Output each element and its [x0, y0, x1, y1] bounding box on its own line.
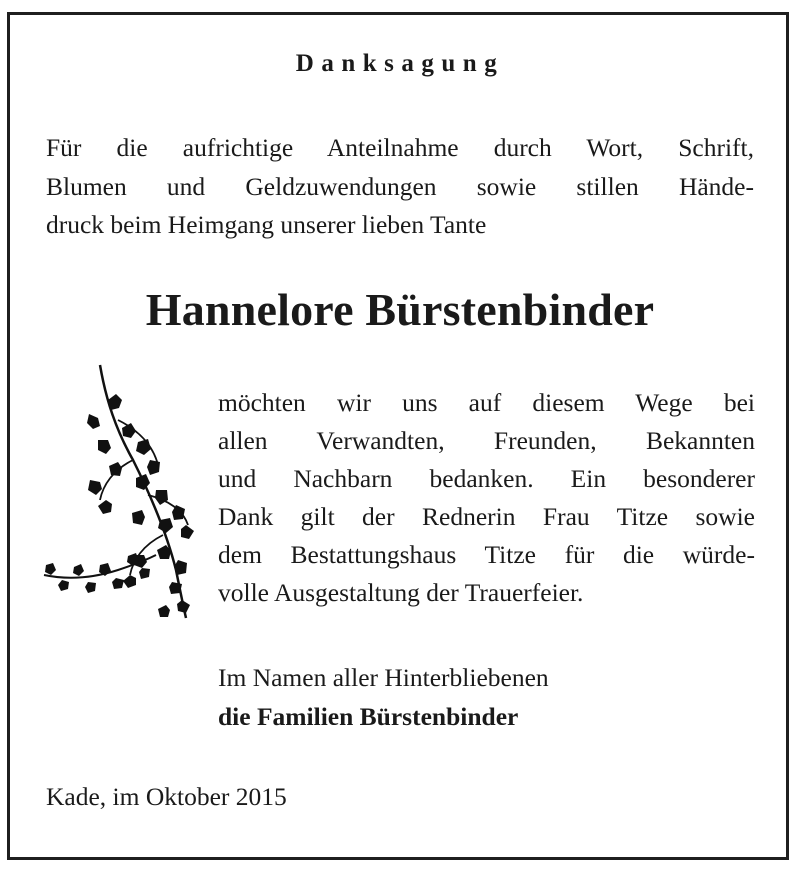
intro-line-2: Blumen und Geldzuwendungen sowie stillen Hände-: [46, 172, 754, 201]
body-line-2: allen Verwandten, Freunden, Bekannten: [218, 426, 755, 455]
place-date: Kade, im Oktober 2015: [46, 782, 287, 811]
body-line-4: Dank gilt der Rednerin Frau Titze sowie: [218, 502, 755, 531]
intro-line-1: Für die aufrichtige Anteilnahme durch Wort, Schrift,: [46, 133, 754, 162]
body-line-1: möchten wir uns auf diesem Wege bei: [218, 388, 755, 417]
ivy-branch-icon: [38, 360, 208, 625]
body-line-3: und Nachbarn bedanken. Ein besonderer: [218, 464, 755, 493]
body-line-5: dem Bestattungshaus Titze für die würde-: [218, 540, 755, 569]
intro-line-3: druck beim Heimgang unserer lieben Tante: [46, 210, 487, 239]
body-line-6: volle Ausgestaltung der Trauerfeier.: [218, 578, 584, 607]
signature: die Familien Bürstenbinder: [218, 702, 519, 731]
deceased-name: Hannelore Bürstenbinder: [145, 284, 655, 335]
closing-line: Im Namen aller Hinterbliebenen: [218, 663, 549, 692]
notice-heading: Danksagung: [295, 50, 505, 77]
